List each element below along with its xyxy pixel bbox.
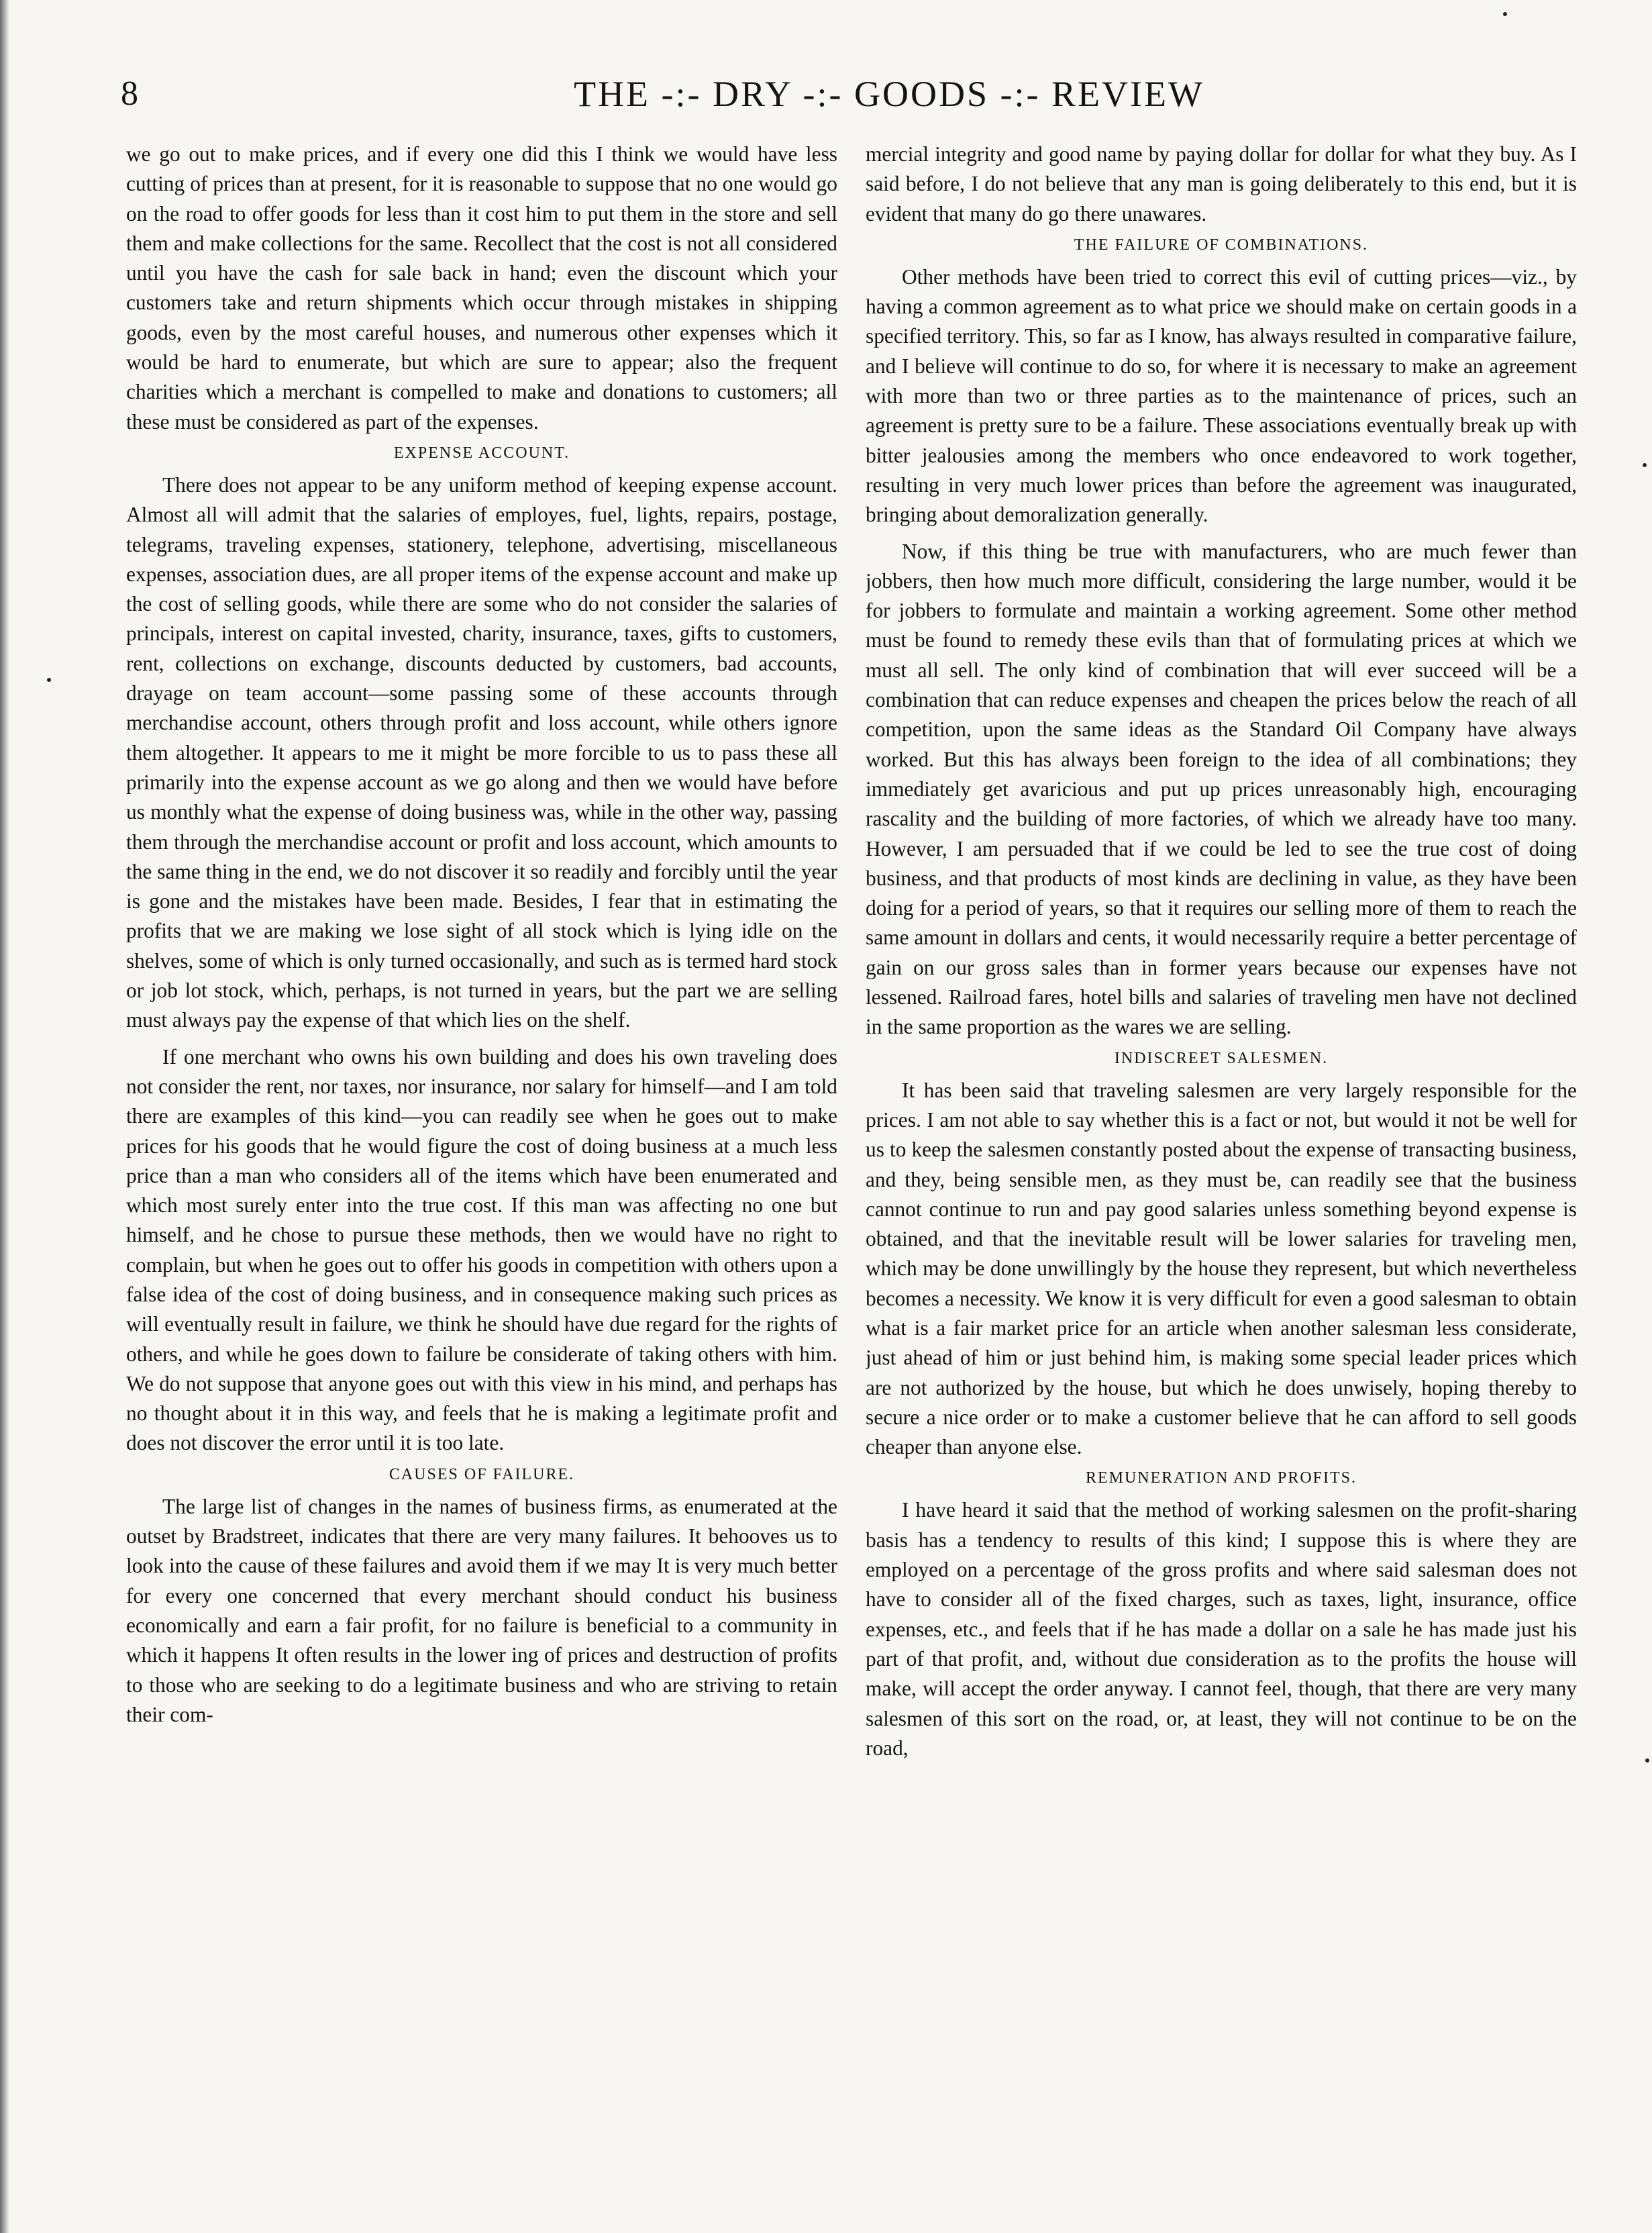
right-column [866,140,1577,2207]
paragraph: I have heard it said that the method of working salesmen on the profit-sharing basis has a tendency to results of this kind; I suppose this is where they are employed on a percentage of the gross profits and where said salesman does not have to consider all of the fixed charges, such as taxes, light, insurance, office expenses, etc., and feels that if he has made a dollar on a sale he has made just his part of that profit, and, without due consideration as to the profits the house will make, will accept the order anyway. I cannot feel, though, that there are very many salesmen of this sort on the road, or, at least, they will not continue to be on the road, [866,1498,1577,1760]
print-speck [1643,463,1647,467]
page-header [121,67,1550,128]
page-number: 8 [121,75,138,113]
print-speck [1645,1758,1649,1763]
section-heading-indiscreet-salesmen: INDISCREET SALESMEN. [1114,1049,1329,1067]
paragraph: Other methods have been tried to correct this evil of cutting prices—viz., by having a common agreement as to what price we should make on certain goods in a specified territory. This, so far as I know, has always resulted in comparative failure, and I believe will continue to do so, for where it is necessary to make an agreement with more than two or three parties as to the maintenance of prices, such an agreement is pretty sure to be a failure. These associations eventually break up with bitter jealousies among the members who once endeavored to work together, resulting in very much lower prices than before the agreement was inaugurated, bringing about demoralization generally. [866,264,1577,527]
section-heading-expense-account: EXPENSE ACCOUNT. [393,444,570,462]
print-speck [47,678,51,682]
paragraph: mercial integrity and good name by paying dollar for dollar for what they buy. As I said before, I do not believe that any man is going deliberately to this end, but it is evident that many do go there unawares. [866,142,1577,226]
print-speck [1503,12,1507,16]
paragraph: The large list of changes in the names of business firms, as enumerated at the outset by Bradstreet, indicates that there are very many failures. It behooves us to look into the cause of these failures and avoid them if we may It is very much better for every one concerned that every merchant should conduct his business economically and earn a fair profit, for no failure is beneficial to a community in which it happens It often results in the lower ing of prices and destruction of profits to those who are seeking to do a legitimate business and who are striving to retain their com- [126,1494,837,1726]
paragraph: It has been said that traveling salesmen are very largely responsible for the prices. I am not able to say whether this is a fact or not, but would it not be well for us to keep the salesmen constantly posted about the expense of transacting business, and they, being sensible men, as they must be, can readily see that the business cannot continue to run and pay good salaries unless something beyond expense is obtained, and that the inevitable result will be lower salaries for traveling men, which may be done unwillingly by the house they represent, but which nevertheless becomes a necessity. We know it is very difficult for even a good salesman to obtain what is a fair market price for an article when another salesman less considerate, just ahead of him or just behind him, is making some special leader prices which are not authorized by the house, but which he does unwisely, hoping thereby to secure a nice order or to make a customer believe that he can afford to sell goods cheaper than anyone else. [866,1078,1577,1459]
page-binding-edge [0,0,9,2233]
paragraph: Now, if this thing be true with manufacturers, who are much fewer than jobbers, then how much more difficult, considering the large number, would it be for jobbers to formulate and maintain a working agreement. Some other method must be found to remedy these evils than that of formulating prices at which we must all sell. The only kind of combination that will ever succeed will be a combination that can reduce expenses and cheapen the prices below the reach of all competition, upon the same ideas as the Standard Oil Company have always worked. But this has always been foreign to the idea of all combinations; they immediately get avaricious and put up prices unreasonably high, encouraging rascality and the building of more factories, of which we already have too many. However, I am persuaded that if we could be led to see the true cost of doing business, and that products of most kinds are declining in value, as they have been doing for a period of years, so that it requires our selling more of them to reach the same amount in dollars and cents, it would necessarily require a better percentage of gain on our gross sales than in former years because our expenses have not lessened. Railroad fares, hotel bills and salaries of traveling men have not declined in the same proportion as the wares we are selling. [866,539,1577,1039]
running-title: THE -:- DRY -:- GOODS -:- REVIEW [574,74,1204,114]
paragraph: There does not appear to be any uniform method of keeping expense account. Almost all will admit that the salaries of employes, fuel, lights, repairs, postage, telegrams, traveling expenses, stationery, telephone, advertising, miscellaneous expenses, association dues, are all proper items of the expense account and make up the cost of selling goods, while there are some who do not consider the salaries of principals, interest on capital invested, charity, insurance, taxes, gifts to customers, rent, collections on exchange, discounts deducted by customers, bad accounts, drayage on team account—some passing some of these accounts through merchandise account, others through profit and loss account, while others ignore them altogether. It appears to me it might be more forcible to us to pass these all primarily into the expense account as we go along and then we would have before us monthly what the expense of doing business was, while in the other way, passing them through the merchandise account or profit and loss account, which amounts to the same thing in the end, we do not discover it so readily and forcibly until the year is gone and the mistakes have been made. Besides, I fear that in estimating the profits that we are making we lose sight of all stock which is lying idle on the shelves, some of which is only turned occasionally, and such as is termed hard stock or job lot stock, which, perhaps, is not turned in years, but the part we are selling must always pay the expense of that which lies on the shelf. [126,473,837,1032]
section-heading-remuneration-and-profits: REMUNERATION AND PROFITS. [1085,1469,1357,1487]
left-column [126,140,837,2207]
section-heading-causes-of-failure: CAUSES OF FAILURE. [389,1465,575,1483]
paragraph: we go out to make prices, and if every one did this I think we would have less cutting of prices than at present, for it is reasonable to suppose that no one would go on the road to offer goods for less than it cost him to put them in the store and sell them and make collections for the same. Recollect that the cost is not all considered until you have the cash for sale back in hand; even the discount which your customers take and return shipments which occur through mistakes in shipping goods, even by the most careful houses, and numerous other expenses which it would be hard to enumerate, but which are sure to appear; also the frequent charities which a merchant is compelled to make and donations to customers; all these must be considered as part of the expenses. [126,142,837,434]
paragraph: If one merchant who owns his own building and does his own traveling does not consider the rent, nor taxes, nor insurance, nor salary for himself—and I am told there are examples of this kind—you can readily see when he goes out to make prices for his goods that he would figure the cost of doing business at a much less price than a man who considers all of the items which have been enumerated and which most surely enter into the true cost. If this man was affecting no one but himself, and he chose to pursue these methods, then we would have no right to complain, but when he goes out to offer his goods in competition with others upon a false idea of the cost of doing business, and in consequence making such prices as will eventually result in failure, we think he should have due regard for the rights of others, and while he goes down to failure be considerate of taking others with him. We do not suppose that anyone goes out with this view in his mind, and perhaps has no thought about it in this way, and feels that he is making a legitimate profit and does not discover the error until it is too late. [126,1044,837,1455]
section-heading-failure-of-combinations: THE FAILURE OF COMBINATIONS. [1074,236,1369,254]
